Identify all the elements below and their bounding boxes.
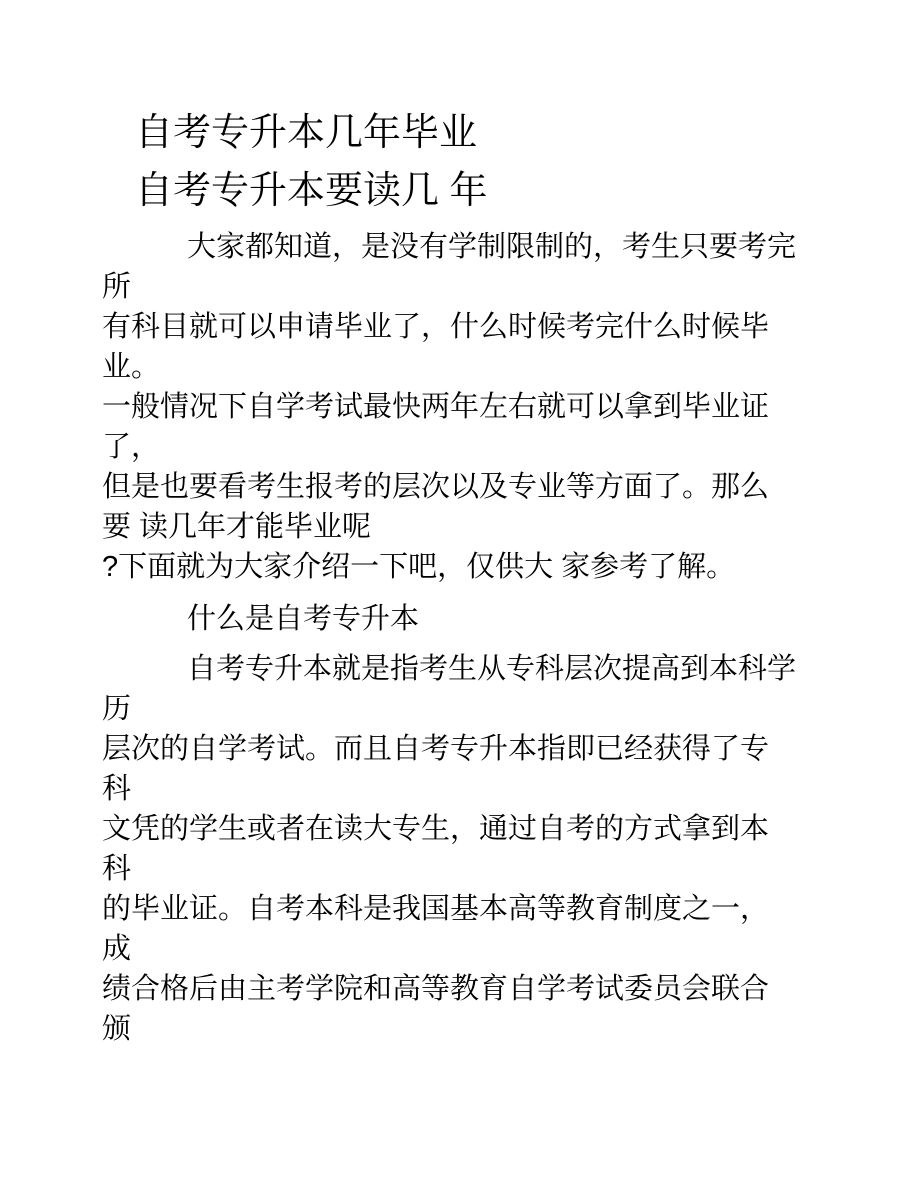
text-line: 但是也要看考生报考的层次以及专业等方面了。那么 (102, 471, 770, 503)
text-line: 有科目就可以申请毕业了，什么时候考完什么时候毕 (102, 311, 770, 343)
text-line: 所 (102, 271, 132, 303)
text-line: 颁 (102, 1013, 132, 1045)
paragraph-intro (102, 227, 810, 587)
section-heading: 什么是自考专升本 (187, 603, 420, 635)
paragraph-definition (102, 649, 810, 1049)
text-line: ?下面就为大家介绍一下吧，仅供大 家参考了解。 (102, 551, 736, 583)
text-line: 自考专升本就是指考生从专科层次提高到本科学 (187, 653, 797, 685)
text-line: 一般情况下自学考试最快两年左右就可以拿到毕业证 (102, 391, 770, 423)
text-line: 要 读几年才能毕业呢 (102, 511, 372, 543)
text-line: 了， (102, 431, 161, 463)
text-line: 层次的自学考试。而且自考专升本指即已经获得了专 (102, 733, 770, 765)
text-line: 文凭的学生或者在读大专生，通过自考的方式拿到本 (102, 813, 770, 845)
text-line: 历 (102, 693, 132, 725)
page-title-line-2: 自考专升本要读几 年 (135, 170, 488, 212)
page-title-line-1: 自考专升本几年毕业 (135, 112, 478, 154)
text-line: 科 (102, 773, 132, 805)
text-line: 绩合格后由主考学院和高等教育自学考试委员会联合 (102, 973, 770, 1005)
text-line: 成 (102, 933, 132, 965)
text-line: 的毕业证。自考本科是我国基本高等教育制度之一， (102, 893, 770, 925)
text-line: 科 (102, 853, 132, 885)
text-line: 业。 (102, 351, 161, 383)
text-line: 大家都知道，是没有学制限制的，考生只要考完 (187, 231, 797, 263)
